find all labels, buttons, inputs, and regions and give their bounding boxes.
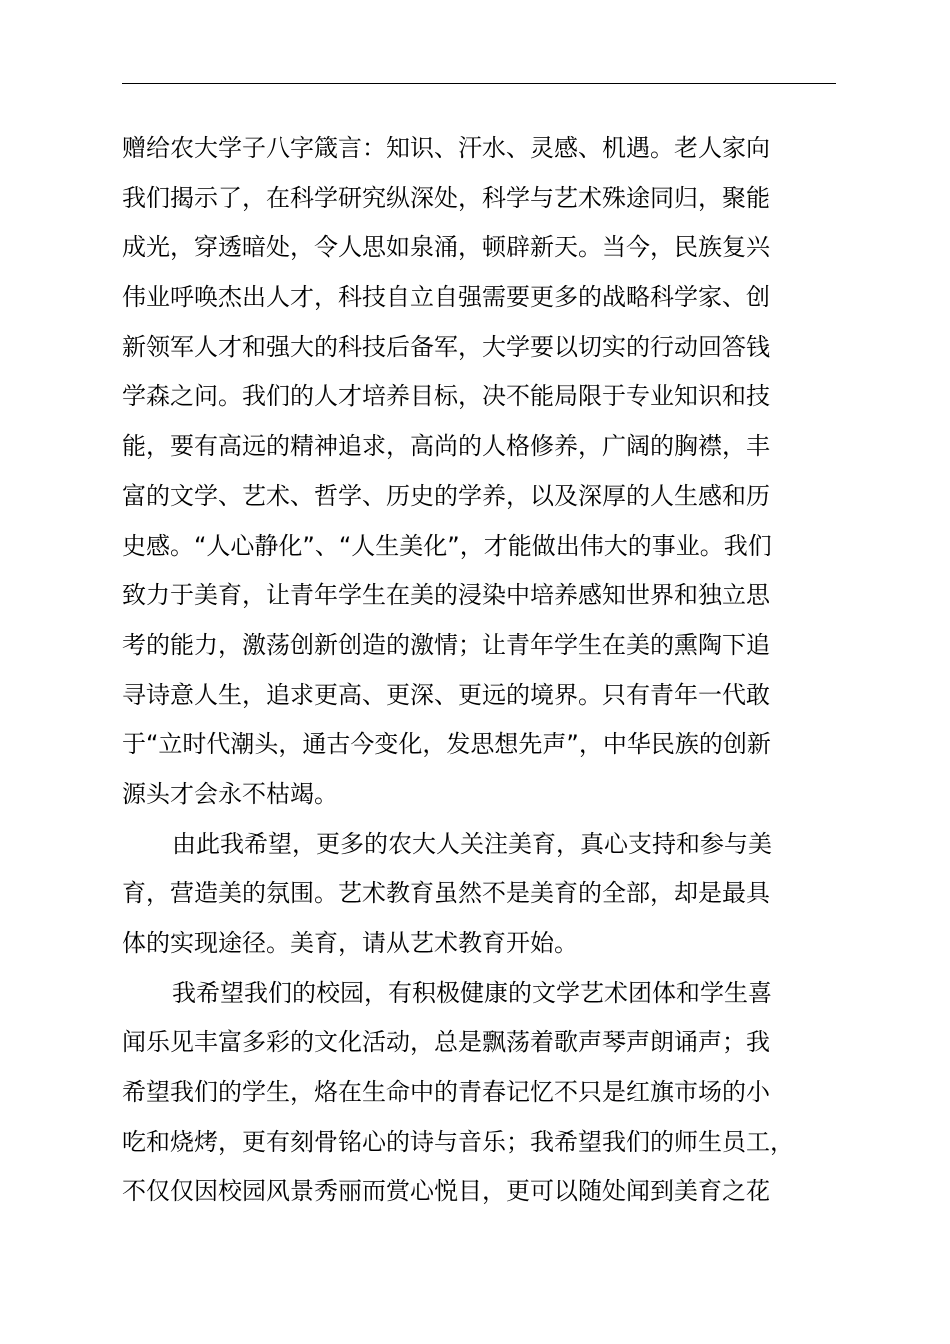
text-line: 考的能力，激荡创新创造的激情；让青年学生在美的熏陶下追 — [122, 630, 770, 659]
text-line: 伟业呼唤杰出人才，科技自立自强需要更多的战略科学家、创 — [122, 283, 770, 312]
text-line: 希望我们的学生，烙在生命中的青春记忆不只是红旗市场的小 — [122, 1078, 770, 1107]
paragraph-3 — [122, 969, 862, 1217]
text-line: 闻乐见丰富多彩的文化活动，总是飘荡着歌声琴声朗诵声；我 — [122, 1028, 770, 1057]
text-line: 能，要有高远的精神追求，高尚的人格修养，广阔的胸襟，丰 — [122, 432, 770, 461]
text-line: 新领军人才和强大的科技后备军，大学要以切实的行动回答钱 — [122, 332, 770, 361]
text-line: 寻诗意人生，追求更高、更深、更远的境界。只有青年一代敢 — [122, 680, 770, 709]
text-line: 吃和烧烤，更有刻骨铭心的诗与音乐；我希望我们的师生员工， — [122, 1127, 794, 1156]
text-line: 致力于美育，让青年学生在美的浸染中培养感知世界和独立思 — [122, 581, 770, 610]
header-rule — [122, 83, 836, 84]
text-line: 不仅仅因校园风景秀丽而赏心悦目，更可以随处闻到美育之花 — [122, 1177, 770, 1206]
paragraph-1 — [122, 124, 862, 820]
text-line: 源头才会永不枯竭。 — [122, 779, 338, 808]
text-line: 史感。“人心静化”、“人生美化”，才能做出伟大的事业。我们 — [122, 531, 772, 560]
text-line: 赠给农大学子八字箴言：知识、汗水、灵感、机遇。老人家向 — [122, 134, 770, 162]
text-line: 由此我希望，更多的农大人关注美育，真心支持和参与美 — [172, 829, 772, 858]
text-line: 富的文学、艺术、哲学、历史的学养，以及深厚的人生感和历 — [122, 481, 770, 510]
page-content — [122, 124, 862, 1217]
text-line: 学森之问。我们的人才培养目标，决不能局限于专业知识和技 — [122, 382, 770, 411]
text-line: 育，营造美的氛围。艺术教育虽然不是美育的全部，却是最具 — [122, 879, 770, 908]
text-line: 体的实现途径。美育，请从艺术教育开始。 — [122, 929, 578, 957]
text-line: 成光，穿透暗处，令人思如泉涌，顿辟新天。当今，民族复兴 — [122, 233, 770, 262]
text-line: 于“立时代潮头，通古今变化，发思想先声”，中华民族的创新 — [122, 730, 771, 759]
text-line: 我们揭示了，在科学研究纵深处，科学与艺术殊途同归，聚能 — [122, 183, 770, 212]
paragraph-2 — [122, 820, 862, 969]
text-line: 我希望我们的校园，有积极健康的文学艺术团体和学生喜 — [172, 978, 772, 1007]
